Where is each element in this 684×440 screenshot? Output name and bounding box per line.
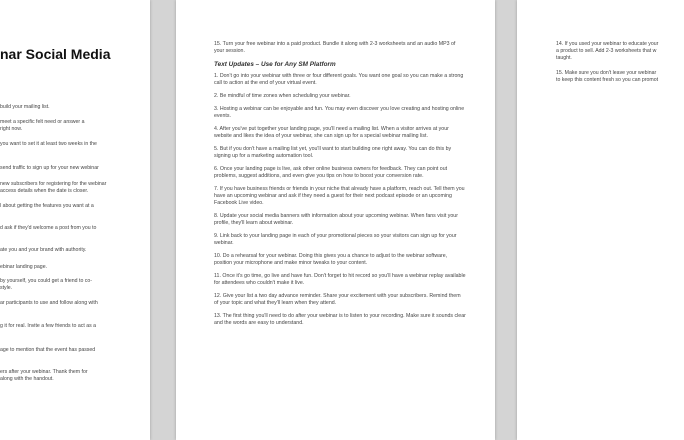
text-line: right now. (0, 126, 23, 132)
text-line: age to mention that the event has passed (0, 347, 96, 353)
page-title: nar Social Media (0, 46, 111, 62)
list-item: 4. After you've put together your landing page, you'll need a mailing list. When a visitor arrives at your website and likes the idea of your webinar, she can sign up for a special webinar mailing list. (214, 125, 449, 139)
list-item: 6. Once your landing page is live, ask other online business owners for feedback. They can point out problems, suggest additions, and even give you tips on how to boost your conversion rate. (214, 165, 448, 179)
text-line: d ask if they'd welcome a post from you to (0, 225, 97, 231)
list-item: 12. Give your list a two day advance reminder. Share your excitement with your subscribers. Remind them of your topic and what they'll learn when they attend. (214, 292, 461, 306)
page-content (214, 41, 466, 333)
text-line: to keep this content fresh so you can promot (556, 77, 659, 83)
text-line: meet a specific felt need or answer a (0, 119, 85, 125)
list-item: 1. Don't go into your webinar with three or four different goals. You want one goal so you can make a strong call to action at the end of your virtual event. (214, 72, 464, 87)
text-line: taught. (556, 55, 572, 61)
text-line: ar participants to use and follow along with (0, 300, 98, 306)
list-item: 11. Once it's go time, go live and have fun. Don't forget to hit record so you'll have a webinar replay available for attendees who couldn't make it live. (214, 272, 466, 286)
list-item: 9. Link back to your landing page in each of your promotional pieces so your visitors can sign up for your webinar. (214, 232, 457, 246)
list-item: 2. Be mindful of time zones when scheduling your webinar. (214, 92, 351, 99)
intro-paragraph: 15. Turn your free webinar into a paid product. Bundle it along with 2-3 worksheets and an audio MP3 of your session. (214, 41, 456, 55)
text-line: style. (0, 285, 13, 291)
list-item: 5. But if you don't have a mailing list yet, you'll want to start building one right away. You can do this by signing up for a marketing automation tool. (214, 145, 452, 159)
text-line: send traffic to sign up for your new webinar (0, 165, 99, 171)
list-item: 8. Update your social media banners with information about your upcoming webinar. When fans visit your profile, they'll learn about webinar. (214, 212, 458, 226)
list-item: 3. Hosting a webinar can be enjoyable and fun. You may even discover you love creating and hosting online events. (214, 105, 465, 119)
text-line: you want to set it at least two weeks in the (0, 141, 97, 147)
text-line: by yourself, you could get a friend to co- (0, 278, 92, 284)
text-line: l about getting the features you want at a (0, 203, 94, 209)
document-page-right (517, 0, 684, 440)
list-item: 7. If you have business friends or friends in your niche that already have a platform, reach out. Tell them you have an upcoming webinar and ask if they need a guest for their next podcast episode or an upcoming Facebook Live video. (214, 185, 465, 206)
text-line: new subscribers for registering for the webinar (0, 181, 107, 187)
text-line: g it for real. Invite a few friends to act as a (0, 323, 97, 329)
text-line: 14. If you used your webinar to educate your (556, 41, 659, 47)
text-line: ebinar landing page. (0, 264, 48, 270)
text-line: a product to sell. Add 2-3 worksheets that w (556, 48, 657, 54)
text-line: 15. Make sure you don't leave your webinar (556, 70, 657, 76)
text-line: ers after your webinar. Thank them for (0, 369, 88, 375)
text-line: access details when the date is closer. (0, 188, 89, 194)
document-page-left (0, 0, 150, 440)
document-page-middle (176, 0, 495, 440)
text-line: along with the handout. (0, 376, 54, 382)
list-item: 13. The first thing you'll need to do after your webinar is to listen to your recording. Make sure it sounds clear and the words are easy to understand. (214, 312, 466, 326)
section-heading: Text Updates – Use for Any SM Platform (214, 60, 336, 68)
list-item: 10. Do a rehearsal for your webinar. Doing this gives you a chance to adjust to the webinar software, position your microphone and make minor tweaks to your content. (214, 252, 448, 266)
text-line: build your mailing list. (0, 104, 50, 110)
text-line: ate you and your brand with authority. (0, 247, 87, 253)
